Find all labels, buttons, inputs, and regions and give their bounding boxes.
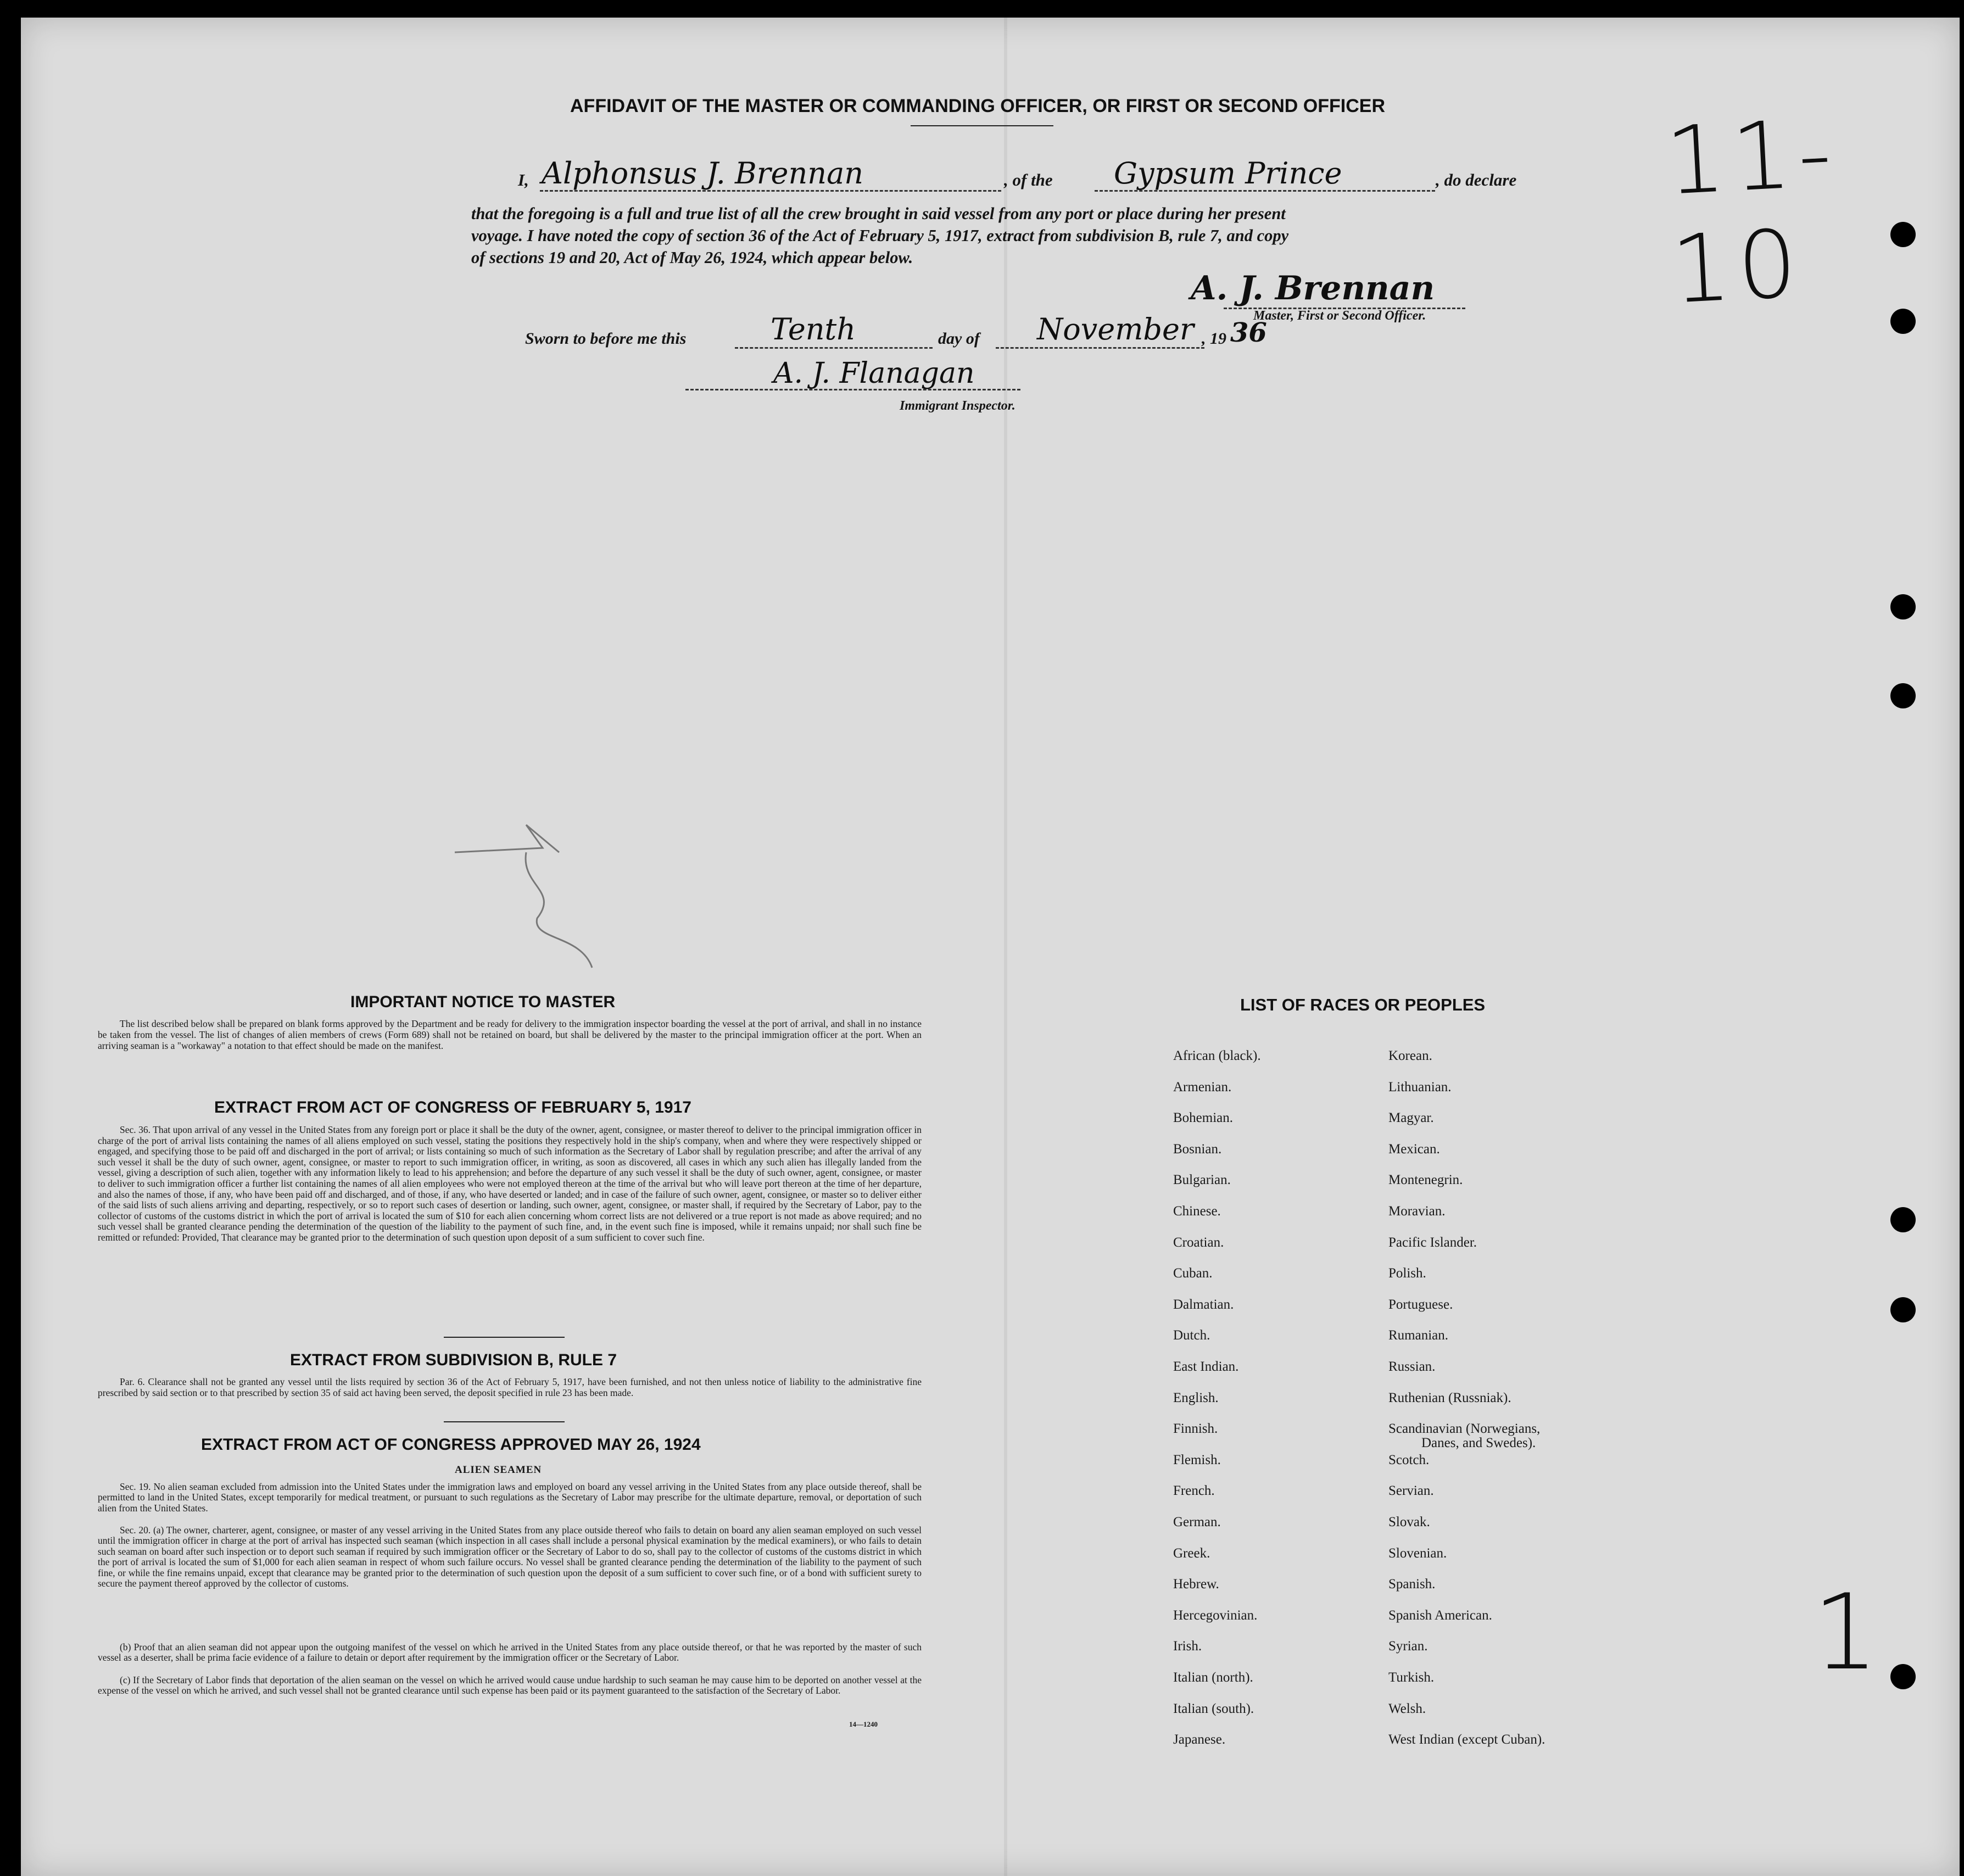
race-item: Croatian. [1173, 1235, 1224, 1250]
race-item: Greek. [1173, 1545, 1210, 1561]
day-line [735, 347, 933, 349]
race-item: Rumanian. [1388, 1328, 1449, 1343]
inspector-line [685, 389, 1020, 390]
punch-hole [1890, 1664, 1916, 1689]
master-signature: A. J. Brennan [1191, 269, 1435, 308]
race-item: Polish. [1388, 1266, 1426, 1281]
race-item: Moravian. [1388, 1204, 1446, 1219]
race-item: Flemish. [1173, 1452, 1221, 1467]
race-item-continuation: Danes, and Swedes). [1421, 1436, 1536, 1450]
sworn-day-handwritten: Tenth [771, 312, 856, 347]
sworn-prefix: Sworn to before me this [525, 330, 687, 348]
alien-seamen-subtitle: ALIEN SEAMEN [455, 1464, 542, 1476]
race-item: Portuguese. [1388, 1297, 1453, 1312]
race-item: Welsh. [1388, 1701, 1426, 1716]
year-handwritten: 36 [1230, 317, 1267, 348]
affidavit-line-3: voyage. I have noted the copy of section 36 of the Act of February 5, 1917, extract from subdivision B, rule 7, and copy [471, 226, 1289, 245]
race-item: Bulgarian. [1173, 1173, 1231, 1188]
extract-1917-title: EXTRACT FROM ACT OF CONGRESS OF FEBRUARY 5, 1917 [214, 1098, 691, 1116]
race-item: African (black). [1173, 1048, 1261, 1063]
punch-hole [1890, 1297, 1916, 1322]
punch-hole [1890, 594, 1916, 619]
race-item: Bohemian. [1173, 1110, 1234, 1126]
race-item: Korean. [1388, 1048, 1432, 1063]
inspector-caption: Immigrant Inspector. [900, 399, 1016, 413]
sec20c-body: (c) If the Secretary of Labor finds that deportation of the alien seaman on the vessel on which he arrived would cause undue hardship to such seaman he may cause him to be deported on another vessel at the expense of the vessel on which he arrived, and such vessel shall not be granted clearance until such expense has been paid or its payment guaranteed to the satisfaction of the Secretary of Labor. [98, 1674, 922, 1696]
punch-hole [1890, 1207, 1916, 1232]
race-item: Italian (south). [1173, 1701, 1254, 1716]
corner-number: 11-10 [1663, 98, 1841, 325]
affidavit-prefix: I, [518, 170, 529, 189]
race-item: Mexican. [1388, 1141, 1440, 1157]
race-item: Cuban. [1173, 1266, 1213, 1281]
race-item: Magyar. [1388, 1110, 1434, 1126]
race-item: Japanese. [1173, 1732, 1226, 1747]
section-divider [444, 1421, 565, 1422]
race-item: Russian. [1388, 1359, 1436, 1374]
race-item: Syrian. [1388, 1639, 1428, 1654]
race-item: Servian. [1388, 1483, 1434, 1499]
race-item: Chinese. [1173, 1204, 1221, 1219]
race-item: Dalmatian. [1173, 1297, 1234, 1312]
race-item: Bosnian. [1173, 1141, 1222, 1157]
section-divider [444, 1337, 565, 1338]
form-number: 14—1240 [849, 1720, 878, 1728]
rule7-body: Par. 6. Clearance shall not be granted any vessel until the lists required by section 36 of the Act of February 5, 1917, have been furnished, and not then unless notice of liability to the administrative fine prescribed by said section or to that prescribed by section 35 of said act having been served, the deposit specified in rule 23 has been made. [98, 1376, 922, 1398]
extract-1924-title: EXTRACT FROM ACT OF CONGRESS APPROVED MAY 26, 1924 [201, 1436, 701, 1454]
name-line [540, 190, 1001, 192]
race-item: French. [1173, 1483, 1215, 1499]
race-item: Ruthenian (Russniak). [1388, 1390, 1511, 1405]
vessel-line [1095, 190, 1435, 192]
sec19-body: Sec. 19. No alien seaman excluded from admission into the United States under the immigration laws and employed on board any vessel arriving in the United States from any place outside thereof, shall be permitted to land in the United States, except temporarily for medical treatment, or pursuant to such regulations as the Secretary of Labor may prescribe for the ultimate departure, removal, or deportation of such alien from the United States. [98, 1481, 922, 1514]
sec20a-body: Sec. 20. (a) The owner, charterer, agent, consignee, or master of any vessel arriving in the United States from any place outside thereof who fails to detain on board any alien seaman employed on such vessel until the immigration officer in charge at the port of arrival has inspected such seaman (which inspection in all cases shall include a personal physical examination by the medical examiners), or who fails to detain such seaman on board after such inspection or to deport such seaman if required by such immigration officer or the Secretary of Labor to do so, shall pay to the collector of customs of the customs district in which the port of arrival is located the sum of $1,000 for each alien seaman in respect of whom such failure occurs. No vessel shall be granted clearance pending the determination of the liability to the payment of such fine, or while the fine remains unpaid, except that clearance may be granted prior to the determination of such question upon the deposit of a sum sufficient to cover such fine, or of a bond with sufficient surety to secure the payment thereof approved by the collector of customs. [98, 1525, 922, 1589]
race-item: West Indian (except Cuban). [1388, 1732, 1545, 1747]
race-item: Lithuanian. [1388, 1079, 1452, 1095]
day-of-label: day of [938, 330, 980, 348]
race-item: Spanish American. [1388, 1607, 1492, 1623]
sec20b-body: (b) Proof that an alien seaman did not appear upon the outgoing manifest of the vessel on which he arrived in the United States from any place outside thereof, or that he was reported by the master of such vessel as a deserter, shall be prima facie evidence of a failure to detain or deport after requirement by the immigration officer or the Secretary of Labor. [98, 1642, 922, 1663]
month-line [996, 347, 1204, 349]
document-page [21, 18, 1960, 1876]
race-item: English. [1173, 1390, 1219, 1405]
race-item: Turkish. [1388, 1670, 1435, 1685]
race-item: Armenian. [1173, 1079, 1232, 1095]
inspector-signature: A. J. Flanagan [773, 357, 975, 390]
race-item: Italian (north). [1173, 1670, 1253, 1685]
race-item: Slovak. [1388, 1515, 1430, 1529]
race-item: Montenegrin. [1388, 1173, 1463, 1188]
notice-title: IMPORTANT NOTICE TO MASTER [350, 993, 616, 1011]
race-item: Pacific Islander. [1388, 1235, 1477, 1250]
of-the-label: , of the [1004, 170, 1053, 189]
sworn-month-handwritten: November [1037, 312, 1194, 347]
punch-hole [1890, 683, 1916, 708]
fold-crease [1004, 18, 1007, 1876]
race-item: Hebrew. [1173, 1577, 1219, 1592]
races-title: LIST OF RACES OR PEOPLES [1240, 995, 1486, 1014]
race-item: Slovenian. [1388, 1545, 1447, 1561]
race-item: East Indian. [1173, 1359, 1239, 1374]
affidavit-line-4: of sections 19 and 20, Act of May 26, 1924, which appear below. [471, 248, 913, 267]
margin-mark: 1 [1812, 1572, 1879, 1693]
race-item: Finnish. [1173, 1421, 1218, 1437]
race-item: Spanish. [1388, 1577, 1436, 1592]
notice-body: The list described below shall be prepared on blank forms approved by the Department and be ready for delivery to the immigration inspector boarding the vessel at the port of arrival, and shall in no instance be taken from the vessel. The list of changes of alien members of crews (Form 689) shall not be retained on board, but shall be delivered by the master to the principal immigration officer at the port. When an arriving seaman is a "workaway" a notation to that effect should be made on the manifest. [98, 1018, 922, 1051]
affidavit-title: AFFIDAVIT OF THE MASTER OR COMMANDING OFFICER, OR FIRST OR SECOND OFFICER [570, 96, 1385, 116]
affidavit-line-2: that the foregoing is a full and true list of all the crew brought in said vessel from any port or place during her present [471, 204, 1286, 223]
title-underline [911, 125, 1053, 126]
race-item: German. [1173, 1515, 1221, 1529]
signature-caption: Master, First or Second Officer. [1253, 309, 1426, 323]
year-prefix: , 19 [1202, 330, 1226, 348]
vessel-name-handwritten: Gypsum Prince [1114, 156, 1342, 191]
rule7-title: EXTRACT FROM SUBDIVISION B, RULE 7 [290, 1351, 617, 1369]
do-declare-label: , do declare [1436, 170, 1517, 189]
race-item: Scotch. [1388, 1452, 1430, 1467]
pencil-scribble [449, 808, 625, 973]
master-name-handwritten: Alphonsus J. Brennan [542, 156, 864, 191]
extract-1917-body: Sec. 36. That upon arrival of any vessel in the United States from any foreign port or place it shall be the duty of the owner, agent, consignee, or master thereof to deliver to the principal immigration officer in charge of the port of arrival lists containing the names of all aliens employed on such vessel, stating the positions they respectively hold in the ship's company, when and where they were respectively shipped or engaged, and specifying those to be paid off and discharged in the port of arrival; or lists containing so much of such information as the Secretary of Labor shall by regulation prescribe; and after the arrival of any such vessel it shall be the duty of such owner, agent, consignee, or master to report to such immigration officer, in writing, as soon as discovered, all cases in which any such alien has illegally landed from the vessel, giving a description of such alien, together with any information likely to lead to his apprehension; and before the departure of any such vessel it shall be the duty of such owner, agent, consignee, or master to deliver to such immigration officer a further list containing the names of all alien employees who were not employed thereon at the time of the arrival but who will leave port thereon at the time of her departure, and also the names of those, if any, who have been paid off and discharged, and of those, if any, who have deserted or landed; and in case of the failure of such owner, agent, consignee, or master so to deliver either of the said lists of such aliens arriving and departing, respectively, or so to report such cases of desertion or landing, such owner, agent, consignee, or master shall, if required by the Secretary of Labor, pay to the collector of customs of the customs district in which the port of arrival is located the sum of $10 for each alien concerning whom correct lists are not delivered or a true report is not made as above required; and no such vessel shall be granted clearance pending the determination of the question of the liability to the payment of such fine, and, in the event such fine is imposed, while it remains unpaid; nor shall such fine be remitted or refunded: Provided, That clearance may be granted prior to the determination of such question upon deposit of a sum sufficient to cover such fine. [98, 1124, 922, 1243]
race-item: Scandinavian (Norwegians, [1388, 1421, 1541, 1437]
race-item: Dutch. [1173, 1328, 1210, 1343]
race-item: Hercegovinian. [1173, 1607, 1258, 1623]
race-item: Irish. [1173, 1639, 1202, 1654]
